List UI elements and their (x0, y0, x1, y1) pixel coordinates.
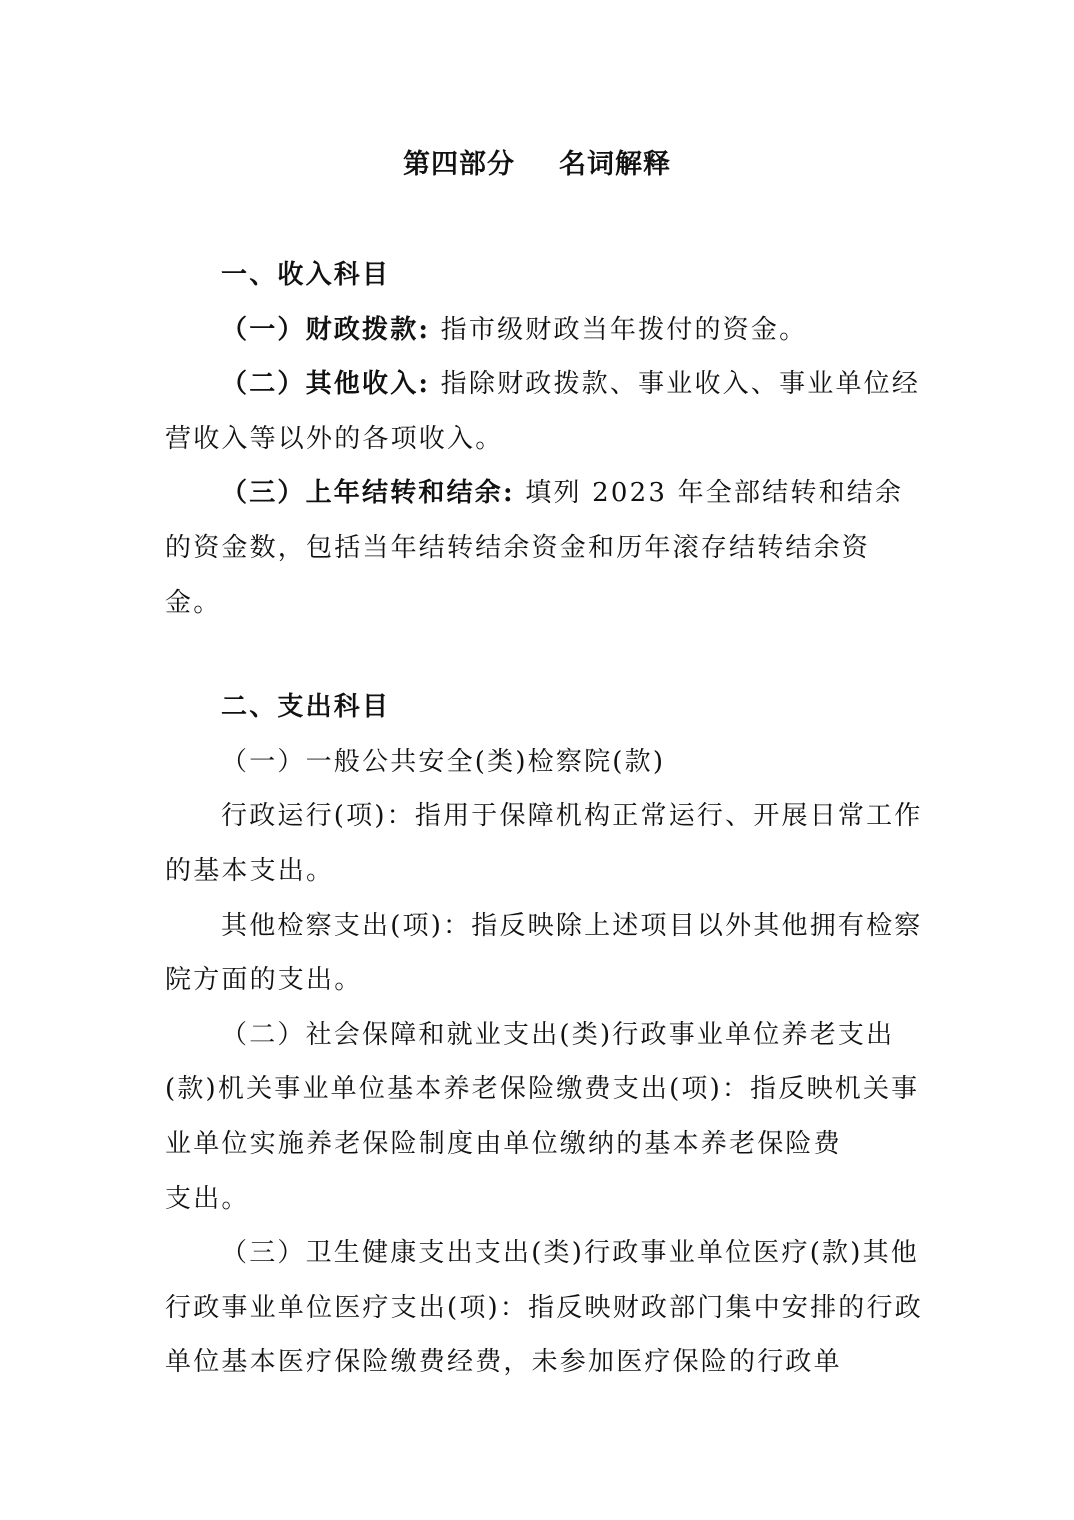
income-item-fiscal-appropriation (165, 303, 925, 358)
expenditure-paragraph-medical: （三）卫生健康支出支出(类)行政事业单位医疗(款)其他行政事业单位医疗支出(项)：指反映财政部门集中安排的行政单位基本医疗保险缴费经费，未参加医疗保险的行政单 (165, 1238, 923, 1378)
item-text: 指市级财政当年拨付的资金。 (440, 314, 808, 345)
item-text: 指除财政拨款、事业收入、事业单位经营收入等以外的各项收入。 (165, 369, 921, 454)
title-name: 名词解释 (559, 149, 671, 180)
income-item-other-income (165, 357, 925, 466)
item-label: （三）上年结转和结余: (221, 478, 515, 509)
section-heading-expenditure: 二、支出科目 (221, 692, 391, 723)
item-label: （一）财政拨款: (221, 314, 431, 345)
item-text: 填列 2023 年全部结转和结余的资金数，包括当年结转结余资金和历年滚存结转结余资金。 (165, 478, 904, 618)
expenditure-paragraph-pension-tail: 支出。 (165, 1183, 250, 1214)
expenditure-paragraph-pension: （二）社会保障和就业支出(类)行政事业单位养老支出(款)机关事业单位基本养老保险缴费支出(项)：指反映机关事业单位实施养老保险制度由单位缴纳的基本养老保险费 (165, 1019, 920, 1159)
expenditure-paragraph-admin-operation: 行政运行(项)：指用于保障机构正常运行、开展日常工作的基本支出。 (165, 801, 923, 886)
document-body (165, 248, 925, 1390)
page-title (0, 142, 1074, 181)
title-part: 第四部分 (403, 149, 515, 180)
item-label: （二）其他收入: (221, 369, 431, 400)
section-heading-income: 一、收入科目 (221, 260, 391, 290)
income-item-carryover (165, 466, 925, 630)
expenditure-paragraph-other-procuratorate: 其他检察支出(项)：指反映除上述项目以外其他拥有检察院方面的支出。 (165, 910, 923, 996)
expenditure-subheading-procuratorate: （一）一般公共安全(类)检察院(款) (221, 746, 666, 777)
